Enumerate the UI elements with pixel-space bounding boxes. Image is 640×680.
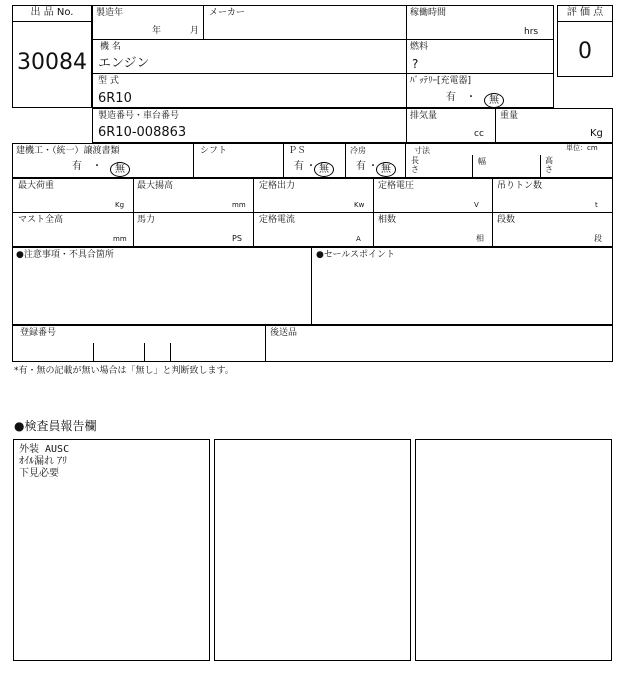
cooling-no-circled [376, 159, 396, 177]
hours-unit: hrs [524, 27, 539, 37]
rating-value: 0 [578, 39, 592, 64]
stages-label: 段数 [497, 215, 516, 225]
serial-value: 6R10-008863 [98, 125, 187, 140]
rated-output-unit: Kw [354, 201, 365, 209]
inspector-line-2: ｵｲﾙ漏れ ｱﾘ [19, 456, 68, 467]
horsepower-label: 馬力 [137, 215, 156, 225]
hours-label: 稼働時間 [410, 8, 447, 18]
horsepower-unit: PS [232, 234, 242, 243]
battery-label: ﾊﾞｯﾃﾘｰ[充電器] [410, 76, 472, 86]
shipping-label: 後送品 [270, 328, 298, 338]
cooling-yes: 有 [356, 161, 366, 172]
rated-voltage-unit: V [474, 201, 479, 209]
cooling-dot: ・ [368, 161, 378, 172]
lot-value: 30084 [17, 50, 87, 75]
dimensions-width: 幅 [478, 157, 486, 166]
notes-label: ●注意事項・不具合箇所 [16, 250, 114, 260]
displacement-label: 排気量 [410, 111, 438, 121]
serial-label: 製造番号・車台番号 [98, 111, 180, 121]
ps-no: 無 [314, 162, 334, 177]
model-name-value: エンジン [98, 56, 150, 71]
inspector-title: ●検査員報告欄 [14, 419, 97, 433]
ps-yes: 有 [294, 161, 304, 172]
dimensions-unit-note: 単位：cm [566, 144, 598, 152]
cooling-no: 無 [376, 162, 396, 177]
weight-label: 重量 [500, 111, 519, 121]
max-load-label: 最大荷重 [18, 181, 55, 191]
footnote: *有・無の記載が無い場合は「無し」と判断致します。 [14, 366, 234, 376]
rated-current-label: 定格電流 [259, 215, 296, 225]
ps-label: ＰＳ [288, 146, 307, 156]
rating-label: 評 価 点 [566, 7, 604, 18]
rated-output-label: 定格出力 [259, 181, 296, 191]
transfer-doc-yes: 有 [72, 161, 82, 172]
dimensions-length: 長 さ [411, 156, 419, 175]
battery-no-circled [484, 90, 504, 108]
battery-no: 無 [484, 93, 504, 108]
sales-label: ●セールスポイント [316, 250, 396, 260]
inspector-line-3: 下見必要 [19, 468, 59, 479]
month-unit: 月 [190, 26, 200, 36]
year-unit: 年 [152, 26, 162, 36]
maker-label: メーカー [209, 8, 245, 18]
phases-unit: 相 [476, 234, 484, 243]
rated-voltage-label: 定格電圧 [378, 181, 415, 191]
inspector-line-1: 外装 AUSC [19, 444, 70, 455]
max-lift-label: 最大揚高 [137, 181, 174, 191]
manufacture-year-label: 製造年 [96, 8, 124, 18]
registration-row [12, 325, 613, 362]
max-lift-unit: mm [232, 201, 246, 209]
dimensions-height: 高 さ [545, 156, 553, 175]
displacement-unit: cc [474, 129, 484, 139]
lift-ton-label: 吊りトン数 [497, 181, 543, 191]
ps-dot: ・ [306, 161, 316, 172]
transfer-doc-no-circled [110, 159, 130, 177]
weight-unit: Kg [590, 128, 603, 139]
stages-unit: 段 [594, 234, 602, 243]
inspector-box-3 [415, 439, 612, 661]
lift-ton-unit: t [595, 201, 598, 209]
dimensions-label: 寸法 [414, 146, 430, 155]
transfer-doc-label: 建機工・（統一）譲渡書類 [16, 146, 120, 156]
mast-height-label: マスト全高 [18, 215, 64, 225]
max-load-unit: Kg [115, 201, 125, 209]
fuel-label: 燃料 [410, 42, 429, 52]
mast-height-unit: mm [113, 235, 127, 243]
transfer-doc-no: 無 [110, 162, 130, 177]
model-type-label: 型 式 [98, 76, 119, 86]
fuel-value: ? [412, 57, 419, 71]
phases-label: 相数 [378, 215, 397, 225]
battery-dot: ・ [466, 92, 476, 103]
ps-no-circled [314, 159, 334, 177]
model-name-label: 機 名 [100, 42, 121, 52]
cooling-label: 冷房 [350, 146, 366, 155]
transfer-doc-dot: ・ [92, 161, 102, 172]
rated-current-unit: A [356, 235, 361, 243]
shift-label: シフト [200, 146, 228, 156]
lot-label: 出 品 No. [30, 7, 74, 18]
registration-label: 登録番号 [20, 328, 57, 338]
model-type-value: 6R10 [98, 91, 132, 106]
battery-yes: 有 [446, 92, 456, 103]
inspector-box-2 [214, 439, 411, 661]
